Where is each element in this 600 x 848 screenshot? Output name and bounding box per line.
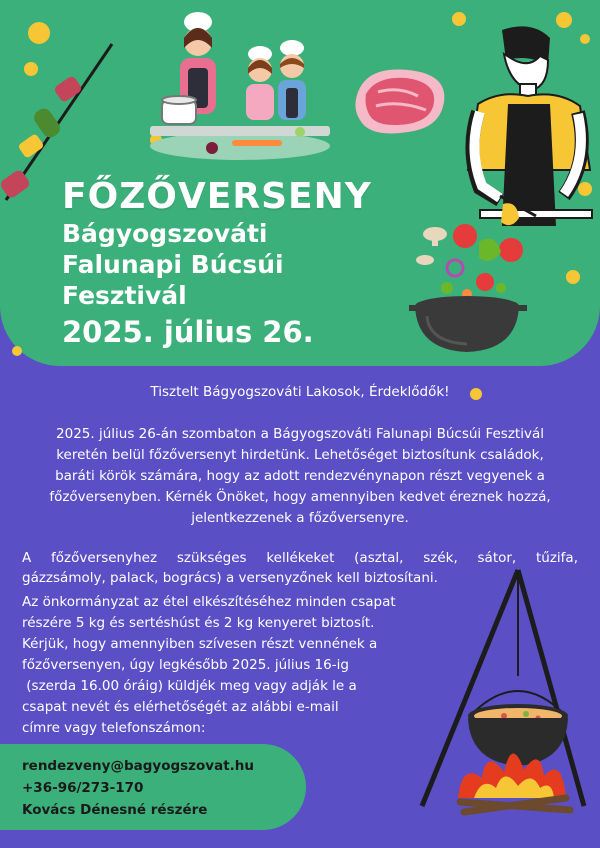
contact-phone[interactable]: +36-96/273-170 bbox=[22, 780, 144, 796]
meat-steak-icon bbox=[348, 62, 454, 142]
text-line: főzőversenyen, úgy legkésőbb 2025. július 16-ig bbox=[22, 657, 349, 673]
text-line: baráti körök számára, hogy az adott rendezvénynapon részt vegyenek a bbox=[55, 468, 545, 484]
text-line: (szerda 16.00 óráig) küldjék meg vagy adják le a bbox=[22, 678, 357, 694]
event-date: 2025. július 26. bbox=[62, 315, 314, 349]
greeting: Tisztelt Bágyogszováti Lakosok, Érdeklődők! bbox=[150, 384, 450, 400]
text-line: csapat nevét és elérhetőségét az alábbi e-mail bbox=[22, 699, 339, 715]
text-line: főzőversenyben. Kérnék Önöket, hogy amennyiben kedvet éreznek hozzá, bbox=[49, 489, 551, 505]
text-line: címre vagy telefonszámon: bbox=[22, 720, 206, 736]
subtitle-line: Bágyogszováti bbox=[62, 219, 268, 248]
contact-recipient: Kovács Dénesné részére bbox=[22, 802, 208, 818]
vegetable-pot-illustration bbox=[405, 196, 535, 358]
contact-email[interactable]: rendezveny@bagyogszovat.hu bbox=[22, 758, 255, 774]
text-line: keretén belül főzőversenyt hirdetünk. Lehetőséget biztosítunk családok, bbox=[56, 447, 544, 463]
event-subtitle bbox=[62, 218, 362, 311]
intro-paragraph bbox=[20, 424, 580, 529]
text-line: Az önkormányzat az étel elkészítéséhez minden csapat bbox=[22, 594, 396, 610]
subtitle-line: Fesztivál bbox=[62, 281, 187, 310]
text-line: részére 5 kg és sertéshúst és 2 kg kenyeret biztosít. bbox=[22, 615, 375, 631]
header-banner bbox=[0, 0, 600, 366]
text-line: A főzőversenyhez szükséges kellékeket (asztal, szék, sátor, tűzifa, bbox=[22, 550, 578, 566]
decor-dot bbox=[12, 346, 22, 356]
subtitle-line: Falunapi Búcsúi bbox=[62, 250, 284, 279]
cauldron-fire-illustration bbox=[400, 566, 600, 826]
registration-paragraph bbox=[22, 592, 396, 739]
text-line: Kérjük, hogy amennyiben szívesen részt vennének a bbox=[22, 636, 378, 652]
text-line: gázzsámoly, palack, bogrács) a versenyzőnek kell biztosítani. bbox=[22, 570, 438, 586]
text-line: 2025. július 26-án szombaton a Bágyogszováti Falunapi Búcsúi Fesztivál bbox=[56, 426, 544, 442]
contact-box bbox=[0, 744, 306, 830]
kids-cooking-illustration bbox=[140, 8, 340, 168]
decor-dot bbox=[566, 270, 580, 284]
text-line: jelentkezzenek a főzőversenyre. bbox=[191, 510, 409, 526]
page-title: FŐZŐVERSENY bbox=[62, 176, 372, 217]
